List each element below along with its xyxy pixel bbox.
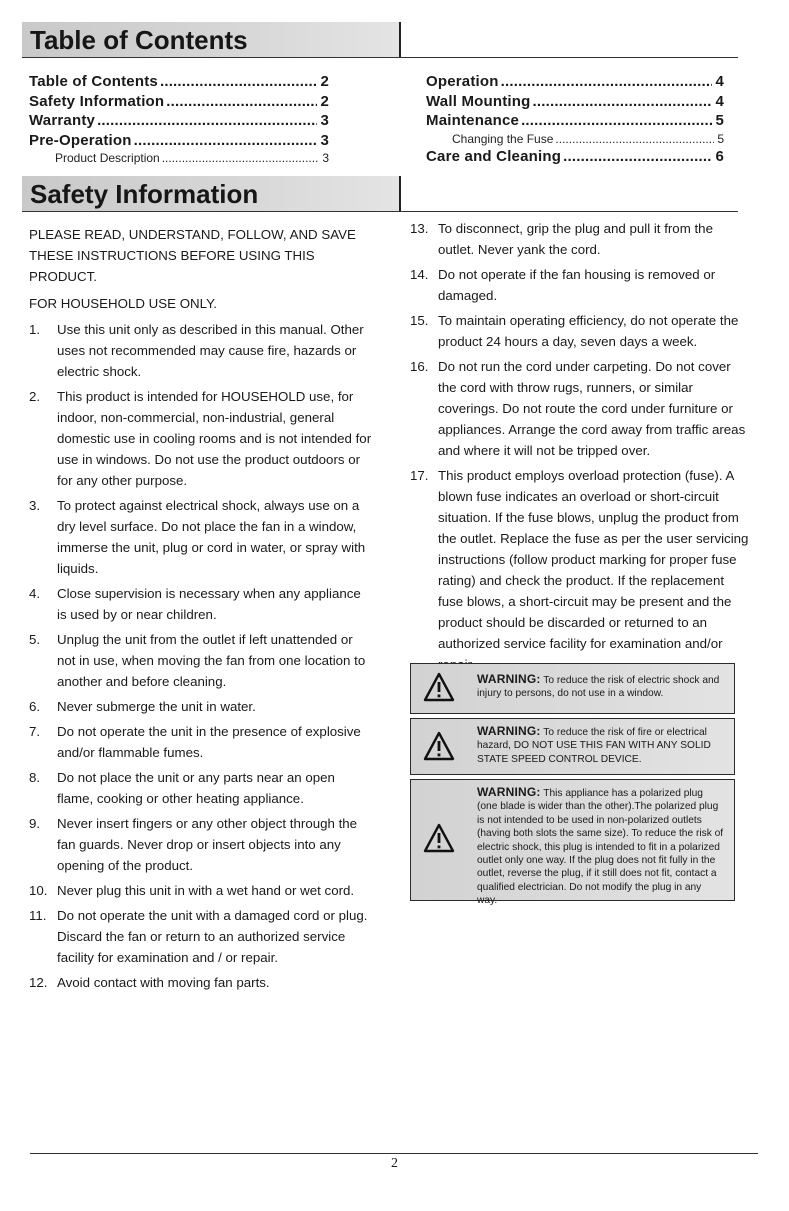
warning-box-polarized-plug	[410, 779, 735, 907]
warning-text: WARNING: To reduce the risk of electric shock and injury to persons, do not use in a window.	[477, 672, 720, 700]
safety-item: 3. To protect against electrical shock, always use on a dry level surface. Do not place the fan in a window, immerse the unit, plug or cord in water, or spray with liquids.	[29, 498, 366, 576]
toc-entry[interactable]: Warranty ..... 3	[29, 111, 329, 131]
safety-item: 6. Never submerge the unit in water.	[29, 699, 256, 714]
toc-entry[interactable]: Safety Information ..... 2	[29, 92, 329, 112]
warning-box-speed-control	[410, 718, 735, 775]
warning-triangle-icon	[423, 672, 455, 702]
warning-triangle-icon	[423, 823, 455, 853]
safety-item: 15. To maintain operating efficiency, do not operate the product 24 hours a day, seven days a week.	[410, 313, 739, 349]
safety-right-column	[410, 218, 752, 679]
toc-entry[interactable]: Table of Contents ..... 2	[29, 72, 329, 92]
toc-left-column	[29, 72, 329, 166]
safety-item: 17. This product employs overload protection (fuse). A blown fuse indicates an overload or short-circuit situation. If the fuse blows, unplug the product from the outlet. Replace the fuse as per the user servicing instructions (follow product marking for proper fuse rating) and check the product. If the replacement fuse blows, a short-circuit may be present and the product should be discarded or returned to an authorized service facility for examination and/or	[410, 468, 749, 651]
safety-item: 4. Close supervision is necessary when any appliance is used by or near children.	[29, 586, 361, 622]
safety-header-band	[22, 176, 401, 212]
warning-box-window	[410, 663, 735, 714]
warning-text: WARNING: To reduce the risk of fire or electrical hazard, DO NOT USE THIS FAN WITH ANY SOLID STATE SPEED CONTROL DEVICE.	[477, 724, 711, 765]
safety-item: 13. To disconnect, grip the plug and pull it from the outlet. Never yank the cord.	[410, 221, 713, 257]
toc-subentry[interactable]: Changing the Fuse ..... 5	[426, 131, 724, 147]
warning-triangle-icon	[423, 731, 455, 761]
toc-right-column	[426, 72, 724, 166]
warning-text: WARNING: This appliance has a polarized plug (one blade is wider than the other).The polarized plug is not intended to be used in non-polarized outlets (having both slots the same size). To reduce the risk of electric shock, this plug is intended to fit in a polarized outlet only one way. If the plug does not fit fully in the outlet, reverse the plug, if it still does not fit, contact a qualified electrician. Do not modify the plug in any way.	[477, 785, 724, 907]
toc-header-band	[22, 22, 401, 58]
safety-left-column	[29, 224, 373, 997]
toc-header-rule	[22, 57, 738, 58]
safety-item: 9. Never insert fingers or any other object through the fan guards. Never drop or insert objects into any opening of the product.	[29, 816, 358, 873]
safety-item: 1. Use this unit only as described in this manual. Other uses not recommended may cause fire, hazards or electric shock.	[29, 322, 364, 379]
safety-item: 10. Never plug this unit in with a wet hand or wet cord.	[29, 883, 355, 898]
safety-intro: PLEASE READ, UNDERSTAND, FOLLOW, AND SAVE THESE INSTRUCTIONS BEFORE USING THIS PRODUCT.	[29, 227, 356, 284]
page-number: 2	[391, 1156, 398, 1171]
toc-entry[interactable]: Pre-Operation ..... 3	[29, 131, 329, 151]
safety-item: 11. Do not operate the unit with a damaged cord or plug. Discard the fan or return to an authorized service facility for examination and / or repair.	[29, 908, 368, 965]
safety-item: 2. This product is intended for HOUSEHOLD use, for indoor, non-commercial, non-industrial, general domestic use in cooling rooms and is not intended for use in windows. Do not use the product outdoors or for any other purpose.	[29, 389, 372, 488]
toc-subentry[interactable]: Product Description ..... 3	[29, 150, 329, 166]
safety-item: 8. Do not place the unit or any parts near an open flame, cooking or other heating appliance.	[29, 770, 335, 806]
toc-entry[interactable]: Operation ..... 4	[426, 72, 724, 92]
toc-entry[interactable]: Maintenance ..... 5	[426, 111, 724, 131]
toc-entry[interactable]: Wall Mounting ..... 4	[426, 92, 724, 112]
toc-entry[interactable]: Care and Cleaning ..... 6	[426, 147, 724, 167]
household-notice: FOR HOUSEHOLD USE ONLY.	[29, 296, 217, 311]
safety-item: 7. Do not operate the unit in the presence of explosive and/or flammable fumes.	[29, 724, 361, 760]
footer-rule	[30, 1153, 758, 1154]
safety-item: 16. Do not run the cord under carpeting. Do not cover the cord with throw rugs, runners, or similar coverings. Do not route the cord under furniture or appliances. Arrange the cord away from traffic areas and where it will not be tripped over.	[410, 359, 746, 458]
safety-item: 12. Avoid contact with moving fan parts.	[29, 975, 270, 990]
toc-heading: Table of Contents	[30, 25, 248, 55]
safety-header-rule	[22, 211, 738, 212]
safety-item: 5. Unplug the unit from the outlet if left unattended or not in use, when moving the fan from one location to another and before cleaning.	[29, 632, 366, 689]
safety-heading: Safety Information	[30, 179, 259, 209]
safety-item: 14. Do not operate if the fan housing is removed or damaged.	[410, 267, 716, 303]
